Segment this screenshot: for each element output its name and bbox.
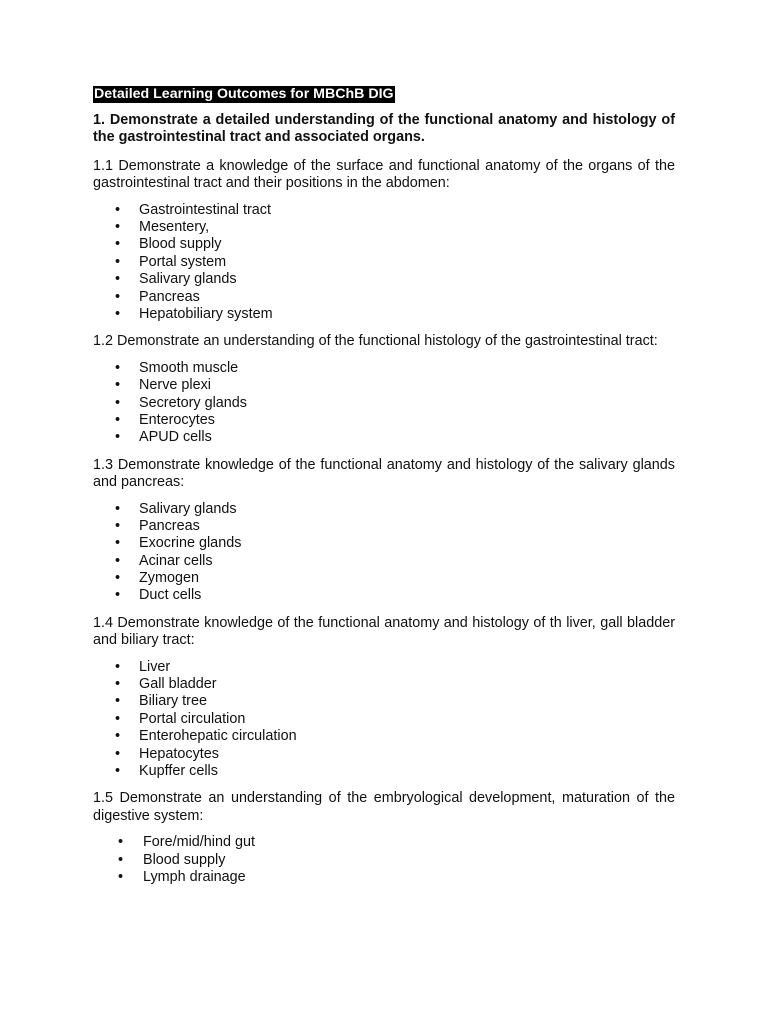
outcome-1-5-list [93, 834, 675, 886]
list-item [93, 746, 675, 763]
outcome-1-1: 1.1 Demonstrate a knowledge of the surface and functional anatomy of the organs of the gastrointestinal tract and their positions in the abdomen: [93, 157, 675, 192]
list-item-text: Smooth muscle [139, 359, 239, 376]
title-container [93, 86, 675, 104]
bullet-icon: • [115, 745, 121, 762]
list-item-text: Liver [139, 658, 171, 675]
list-item-text: Pancreas [139, 517, 200, 534]
bullet-icon: • [115, 517, 121, 534]
bullet-icon: • [118, 834, 124, 851]
list-item-text: Salivary glands [139, 271, 237, 288]
bullet-icon: • [115, 288, 121, 305]
bullet-icon: • [115, 570, 121, 587]
bullet-icon: • [115, 500, 121, 517]
list-item-text: Nerve plexi [139, 377, 211, 394]
bullet-icon: • [115, 219, 121, 236]
outcome-1-3: 1.3 Demonstrate knowledge of the functional anatomy and histology of the salivary glands and pancreas: [93, 456, 675, 491]
list-item-text: Salivary glands [139, 500, 237, 517]
list-item [93, 535, 675, 552]
list-item [93, 711, 675, 728]
list-item-text: Acinar cells [139, 552, 213, 569]
bullet-icon: • [115, 201, 121, 218]
list-item-text: Hepatocytes [139, 745, 219, 762]
bullet-icon: • [115, 587, 121, 604]
document-title: Detailed Learning Outcomes for MBChB DIG [94, 86, 394, 102]
list-item-text: Zymogen [139, 570, 199, 587]
list-item [93, 306, 675, 323]
bullet-icon: • [115, 271, 121, 288]
list-item-text: Exocrine glands [139, 535, 242, 552]
list-item [93, 254, 675, 271]
outcome-1-4-list [93, 659, 675, 781]
list-item-text: Secretory glands [139, 394, 247, 411]
list-item [93, 570, 675, 587]
list-item [93, 429, 675, 446]
bullet-icon: • [115, 552, 121, 569]
list-item [93, 271, 675, 288]
list-item [93, 289, 675, 306]
bullet-icon: • [115, 305, 121, 322]
outcome-1-4: 1.4 Demonstrate knowledge of the functional anatomy and histology of th liver, gall bladder and biliary tract: [93, 614, 675, 649]
bullet-icon: • [115, 359, 121, 376]
bullet-icon: • [118, 851, 124, 868]
bullet-icon: • [115, 377, 121, 394]
bullet-icon: • [115, 253, 121, 270]
bullet-icon: • [115, 710, 121, 727]
outcome-1-1-list [93, 202, 675, 324]
list-item-text: Gall bladder [139, 676, 217, 693]
outcome-heading: 1. Demonstrate a detailed understanding of the functional anatomy and histology of the gastrointestinal tract and associated organs. [93, 112, 675, 146]
list-item-text: Enterocytes [139, 411, 215, 428]
list-item-text: Pancreas [139, 288, 200, 305]
list-item-text: Kupffer cells [139, 763, 218, 780]
list-item-text: Biliary tree [139, 693, 207, 710]
outcome-1-3-list [93, 501, 675, 605]
list-item [93, 659, 675, 676]
bullet-icon: • [115, 728, 121, 745]
list-item-text: Lymph drainage [143, 869, 246, 886]
list-item [93, 219, 675, 236]
list-item-text: Mesentery, [139, 219, 210, 236]
list-item [93, 676, 675, 693]
list-item-text: Blood supply [139, 236, 222, 253]
bullet-icon: • [115, 693, 121, 710]
list-item-text: Portal circulation [139, 710, 246, 727]
list-item [93, 377, 675, 394]
bullet-icon: • [115, 394, 121, 411]
list-item [93, 587, 675, 604]
list-item [93, 834, 675, 851]
document-page [93, 86, 675, 886]
bullet-icon: • [115, 763, 121, 780]
list-item [93, 518, 675, 535]
bullet-icon: • [115, 658, 121, 675]
list-item-text: Fore/mid/hind gut [143, 834, 255, 851]
list-item [93, 693, 675, 710]
list-item-text: Enterohepatic circulation [139, 728, 297, 745]
list-item [93, 236, 675, 253]
list-item [93, 763, 675, 780]
bullet-icon: • [115, 429, 121, 446]
bullet-icon: • [115, 411, 121, 428]
bullet-icon: • [118, 869, 124, 886]
list-item-text: Blood supply [143, 851, 226, 868]
list-item [93, 412, 675, 429]
bullet-icon: • [115, 676, 121, 693]
list-item [93, 360, 675, 377]
list-item-text: Gastrointestinal tract [139, 201, 271, 218]
list-item-text: Duct cells [139, 587, 202, 604]
bullet-icon: • [115, 236, 121, 253]
list-item-text: APUD cells [139, 429, 212, 446]
list-item [93, 728, 675, 745]
list-item-text: Portal system [139, 253, 227, 270]
list-item [93, 202, 675, 219]
list-item [93, 395, 675, 412]
list-item [93, 869, 675, 886]
list-item-text: Hepatobiliary system [139, 305, 273, 322]
outcome-1-2-list [93, 360, 675, 447]
list-item [93, 852, 675, 869]
bullet-icon: • [115, 535, 121, 552]
outcome-1-5: 1.5 Demonstrate an understanding of the embryological development, maturation of the digestive system: [93, 790, 675, 824]
list-item [93, 501, 675, 518]
list-item [93, 553, 675, 570]
outcome-1-2: 1.2 Demonstrate an understanding of the functional histology of the gastrointestinal tract: [93, 333, 658, 350]
